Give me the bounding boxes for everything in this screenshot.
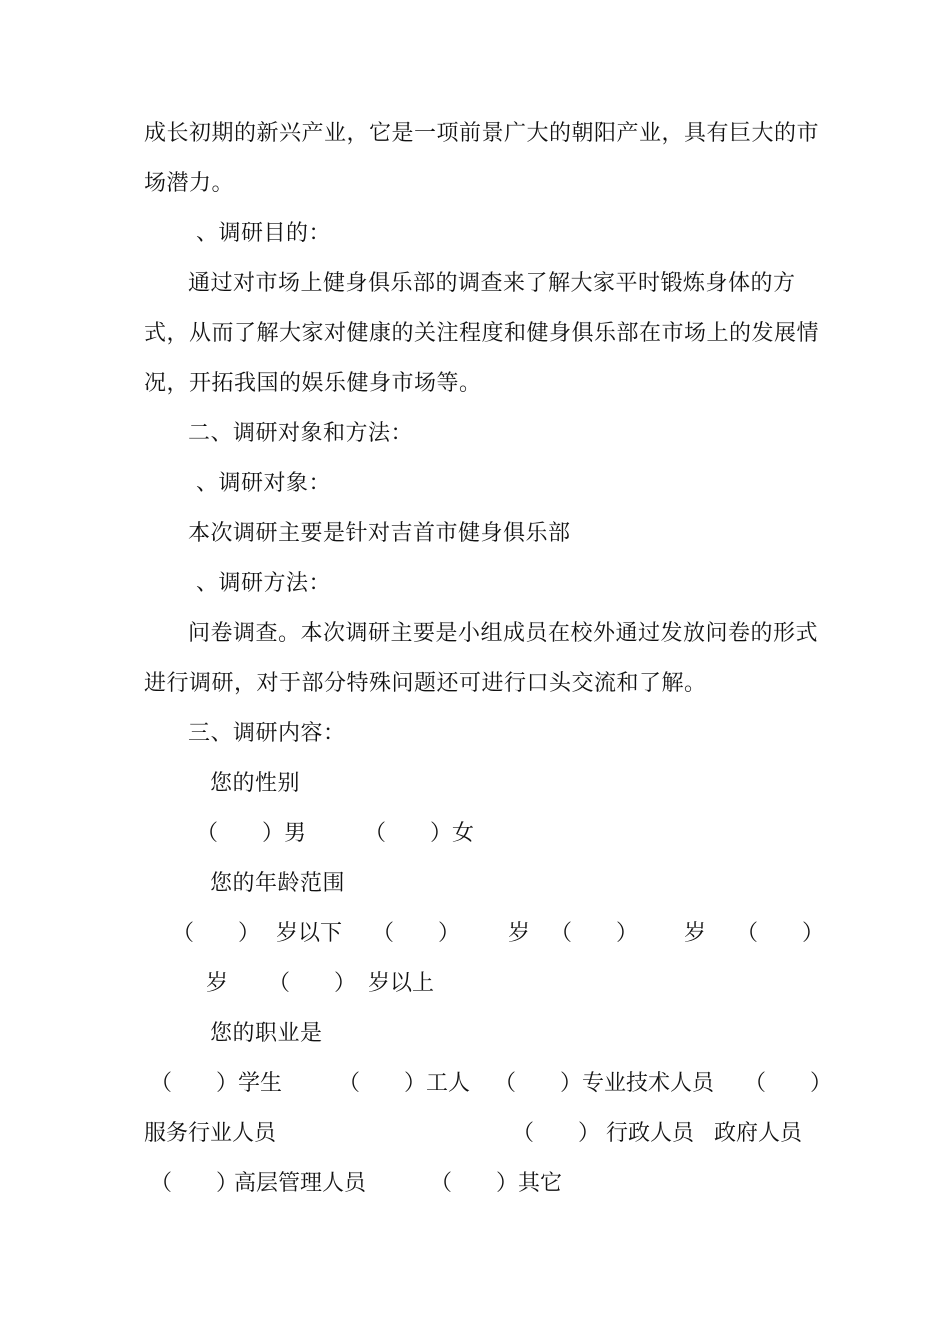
age-option-blank: （ ） bbox=[268, 971, 357, 996]
purpose-heading: 、调研目的： bbox=[196, 221, 332, 246]
job-option-worker: （ ）工人 bbox=[338, 1071, 471, 1096]
age-option-label: 岁以下 bbox=[276, 921, 343, 946]
age-option-blank: （ ） bbox=[372, 921, 461, 946]
job-option-service: 服务行业人员 bbox=[144, 1121, 277, 1146]
purpose-line-3: 况，开拓我国的娱乐健身市场等。 bbox=[144, 371, 482, 396]
method-line-1: 问卷调查。本次调研主要是小组成员在校外通过发放问卷的形式 bbox=[188, 621, 819, 646]
age-option-blank: （ ） bbox=[172, 921, 261, 946]
target-text: 本次调研主要是针对吉首市健身俱乐部 bbox=[188, 521, 571, 546]
intro-line-1: 成长初期的新兴产业，它是一项前景广大的朝阳产业，具有巨大的市 bbox=[144, 121, 820, 146]
job-option-other: （ ）其它 bbox=[430, 1171, 563, 1196]
intro-line-2: 场潜力。 bbox=[144, 171, 235, 196]
job-option-technical: （ ）专业技术人员 bbox=[494, 1071, 715, 1096]
age-option-label: 岁以上 bbox=[368, 971, 435, 996]
job-option-blank: （ ） bbox=[512, 1121, 601, 1146]
gender-option-male: （ ）男 bbox=[196, 821, 307, 846]
age-option-label: 岁 bbox=[508, 921, 531, 946]
age-option-blank: （ ） bbox=[736, 921, 825, 946]
method-line-2: 进行调研，对于部分特殊问题还可进行口头交流和了解。 bbox=[144, 671, 707, 696]
section3-heading: 三、调研内容： bbox=[188, 721, 346, 746]
gender-option-female: （ ）女 bbox=[364, 821, 475, 846]
section2-heading: 二、调研对象和方法： bbox=[188, 421, 414, 446]
age-question: 您的年龄范围 bbox=[210, 871, 346, 896]
job-option-government: 政府人员 bbox=[714, 1121, 803, 1146]
age-option-label: 岁 bbox=[206, 971, 229, 996]
job-option-senior-management: 高层管理人员 bbox=[234, 1171, 367, 1196]
method-heading: 、调研方法： bbox=[196, 571, 332, 596]
job-option-student: （ ）学生 bbox=[150, 1071, 283, 1096]
job-option-blank: （ ） bbox=[744, 1071, 833, 1096]
job-option-blank: （ ） bbox=[150, 1171, 239, 1196]
purpose-line-2: 式，从而了解大家对健康的关注程度和健身俱乐部在市场上的发展情 bbox=[144, 321, 820, 346]
purpose-line-1: 通过对市场上健身俱乐部的调查来了解大家平时锻炼身体的方 bbox=[188, 271, 796, 296]
job-option-admin: 行政人员 bbox=[606, 1121, 695, 1146]
age-option-label: 岁 bbox=[684, 921, 707, 946]
job-question: 您的职业是 bbox=[210, 1021, 323, 1046]
gender-question: 您的性别 bbox=[210, 771, 301, 796]
age-option-blank: （ ） bbox=[550, 921, 639, 946]
target-heading: 、调研对象： bbox=[196, 471, 332, 496]
